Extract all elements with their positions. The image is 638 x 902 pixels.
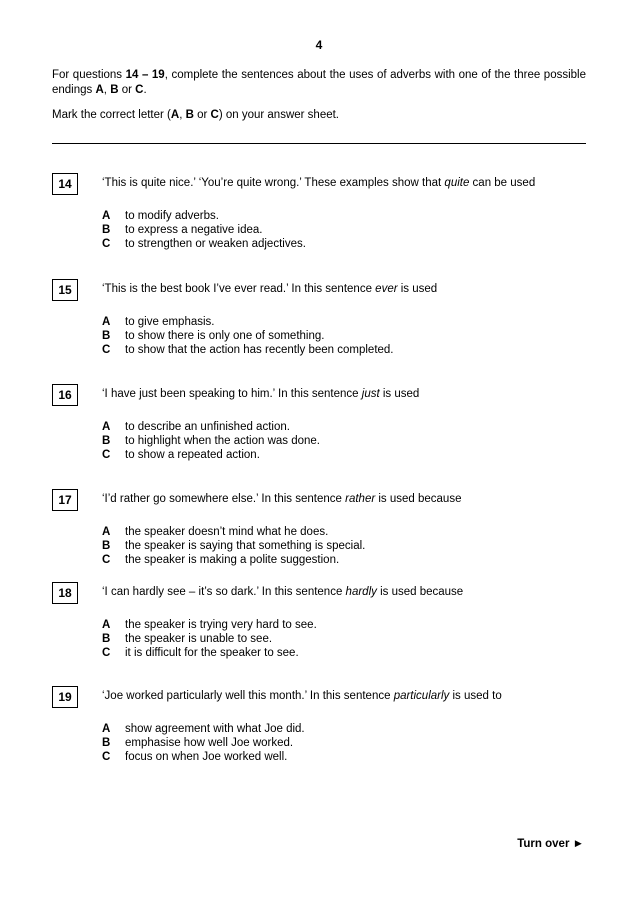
question-stem [102,690,502,702]
stem-text: is used because [375,493,462,505]
option-b [102,632,317,646]
option-text: to modify adverbs. [125,210,219,222]
separator: , [103,84,111,96]
option-text: to show that the action has recently been completed. [125,344,394,356]
option-text: it is difficult for the speaker to see. [125,647,299,659]
option-a [102,420,320,434]
turn-over-label: Turn over ► [517,838,584,850]
instructions-text: For questions [52,69,126,81]
instructions [52,68,586,98]
option-letter: A [102,526,111,538]
question-stem [102,586,463,598]
option-text: the speaker doesn’t mind what he does. [125,526,329,538]
options-list [102,722,305,764]
option-c [102,750,305,764]
option-a [102,722,305,736]
option-text: the speaker is saying that something is special. [125,540,366,552]
option-c [102,343,394,357]
option-letter: B [102,224,111,236]
stem-text: is used [397,283,438,295]
page-number: 4 [315,38,323,52]
target-adverb: rather [345,493,376,505]
ending-letter: A [170,109,180,121]
separator: or [193,109,211,121]
stem-text: can be used [469,177,536,189]
option-letter: A [102,723,111,735]
option-c [102,448,320,462]
option-text: the speaker is unable to see. [125,633,273,645]
ending-letter: C [135,84,144,96]
option-text: to give emphasis. [125,316,215,328]
question-stem [102,493,461,505]
option-letter: A [102,619,111,631]
stem-text: is used to [449,690,502,702]
option-text: the speaker is making a polite suggestion. [125,554,340,566]
option-text: to strengthen or weaken adjectives. [125,238,306,250]
stem-text: ‘This is quite nice.’ ‘You’re quite wrong.’ These examples show that [102,177,445,189]
question-number-box: 17 [52,489,78,511]
option-letter: C [102,751,111,763]
stem-text: ‘I’d rather go somewhere else.’ In this sentence [102,493,346,505]
option-text: to describe an unfinished action. [125,421,290,433]
option-letter: C [102,449,111,461]
option-a [102,209,306,223]
answer-sheet-instruction [52,108,586,123]
option-b [102,434,320,448]
options-list [102,209,306,251]
target-adverb: hardly [345,586,377,598]
stem-text: is used because [376,586,464,598]
option-letter: A [102,316,111,328]
ending-letter: B [185,109,194,121]
stem-text: ‘I can hardly see – it’s so dark.’ In this sentence [102,586,346,598]
option-text: show agreement with what Joe did. [125,723,305,735]
option-text: to show there is only one of something. [125,330,325,342]
option-a [102,618,317,632]
options-list [102,618,317,660]
option-b [102,223,306,237]
option-c [102,553,365,567]
option-text: focus on when Joe worked well. [125,751,288,763]
option-letter: B [102,633,111,645]
ending-letter: B [110,84,119,96]
target-adverb: ever [375,283,398,295]
question-stem [102,283,437,295]
option-text: emphasise how well Joe worked. [125,737,294,749]
options-list [102,420,320,462]
target-adverb: quite [444,177,470,189]
instructions-text: , complete the sentences about the uses of adverbs with one of the three possible endings [52,69,587,96]
option-letter: A [102,210,111,222]
target-adverb: particularly [393,690,450,702]
option-letter: B [102,540,111,552]
option-a [102,525,365,539]
option-letter: A [102,421,111,433]
ending-letter: A [95,84,104,96]
ending-letter: C [210,109,219,121]
stem-text: ‘This is the best book I’ve ever read.’ In this sentence [102,283,376,295]
instruction-text: Mark the correct letter ( [52,109,171,121]
separator: . [143,84,147,96]
separator: or [118,84,136,96]
question-range: 14 – 19 [125,69,165,81]
option-b [102,736,305,750]
option-a [102,315,394,329]
instruction-text: ) on your answer sheet. [218,109,339,121]
options-list [102,315,394,357]
stem-text: is used [379,388,420,400]
separator: , [179,109,186,121]
option-text: to express a negative idea. [125,224,263,236]
question-stem [102,177,535,189]
options-list [102,525,365,567]
option-c [102,237,306,251]
option-text: to highlight when the action was done. [125,435,320,447]
option-c [102,646,317,660]
option-text: the speaker is trying very hard to see. [125,619,317,631]
question-number-box: 18 [52,582,78,604]
target-adverb: just [361,388,380,400]
stem-text: ‘I have just been speaking to him.’ In this sentence [102,388,362,400]
stem-text: ‘Joe worked particularly well this month.’ In this sentence [102,690,394,702]
question-number-box: 16 [52,384,78,406]
option-b [102,539,365,553]
option-letter: C [102,554,111,566]
question-number-box: 14 [52,173,78,195]
divider-line [52,143,586,144]
option-letter: B [102,737,111,749]
option-letter: C [102,647,111,659]
option-letter: C [102,344,111,356]
question-number-box: 19 [52,686,78,708]
option-text: to show a repeated action. [125,449,260,461]
option-letter: B [102,435,111,447]
option-letter: C [102,238,111,250]
question-number-box: 15 [52,279,78,301]
question-stem [102,388,419,400]
option-letter: B [102,330,111,342]
option-b [102,329,394,343]
